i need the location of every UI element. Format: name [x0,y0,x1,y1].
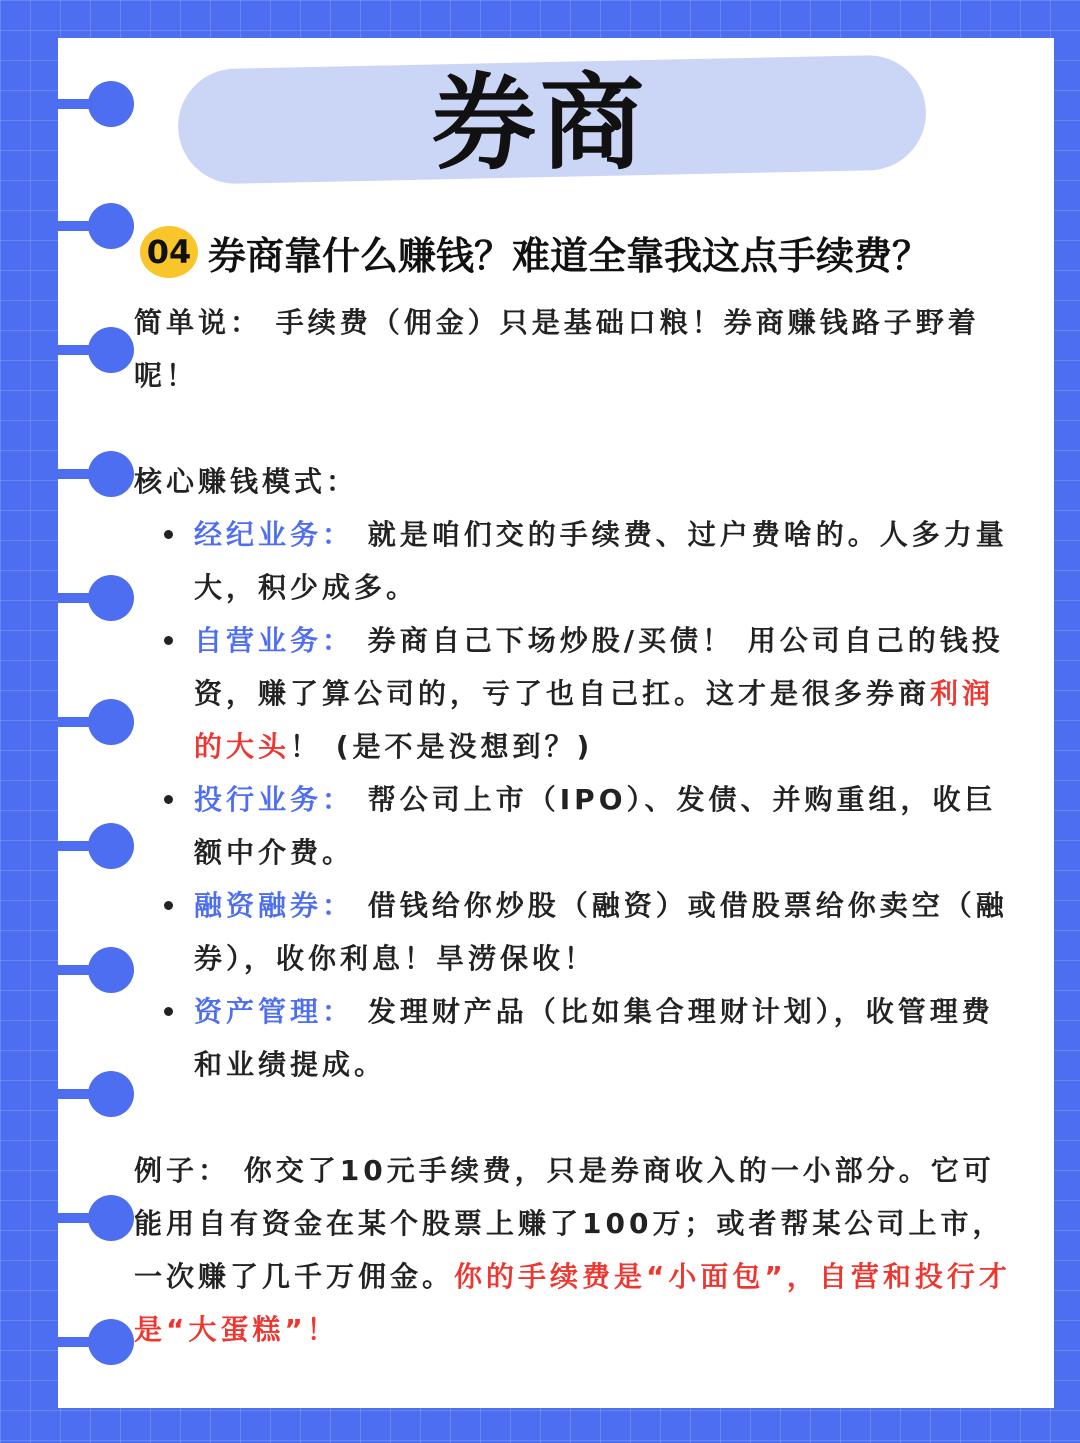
summary-paragraph: 简单说： 手续费（佣金）只是基础口粮！券商赚钱路子野着呢！ [134,306,980,392]
binder-ring [58,1069,132,1119]
mode-term: 资产管理： [194,995,355,1028]
mode-description: 券商自己下场炒股/买债！ 用公司自己的钱投资，赚了算公司的，亏了也自己扛。这才是很多券商 [194,624,1004,710]
list-item [194,985,1020,1091]
modes-intro: 核心赚钱模式： [134,465,359,498]
binder-ring [58,697,132,747]
example-highlight: 你的手续费是“小面包”，自营和投行才是“大蛋糕”！ [134,1260,1011,1346]
mode-term: 自营业务： [194,624,355,657]
section-heading-text: 券商靠什么赚钱？难道全靠我这点手续费？ [208,233,931,278]
earning-modes-list [134,508,1020,1091]
example-paragraph [134,1144,1020,1356]
binder-ring [58,1317,132,1367]
binder-ring [58,201,132,251]
binder-ring [58,325,132,375]
binder-ring [58,821,132,871]
page-title: 券商 [431,62,648,184]
list-item [194,508,1020,614]
mode-description: 就是咱们交的手续费、过户费啥的。人多力量大，积少成多。 [194,518,1008,604]
mode-term: 投行业务： [194,783,355,816]
list-item [194,879,1020,985]
list-item [194,773,1020,879]
mode-description: 发理财产品（比如集合理财计划），收管理费和业绩提成。 [194,995,994,1081]
mode-term: 融资融券： [194,889,355,922]
example-text: 例子： 你交了10元手续费，只是券商收入的一小部分。它可能用自有资金在某个股票上赚了100万；或者帮某公司上市，一次赚了几千万佣金。 [134,1154,1005,1293]
mode-description-tail: ！ (是不是没想到？) [290,730,594,763]
binder-ring [58,449,132,499]
section-number-badge: 04 [140,226,198,278]
article-body [134,296,1020,1356]
mode-description: 借钱给你炒股（融资）或借股票给你卖空（融券），收你利息！旱涝保收！ [194,889,1008,975]
binder-ring [58,1193,132,1243]
list-item [194,614,1020,773]
mode-description: 帮公司上市（IPO）、发债、并购重组，收巨额中介费。 [194,783,997,869]
mode-term: 经纪业务： [194,518,355,551]
binder-ring [58,945,132,995]
binder-ring [58,573,132,623]
profit-highlight: 利润的大头 [194,677,995,763]
section-heading [140,222,930,282]
